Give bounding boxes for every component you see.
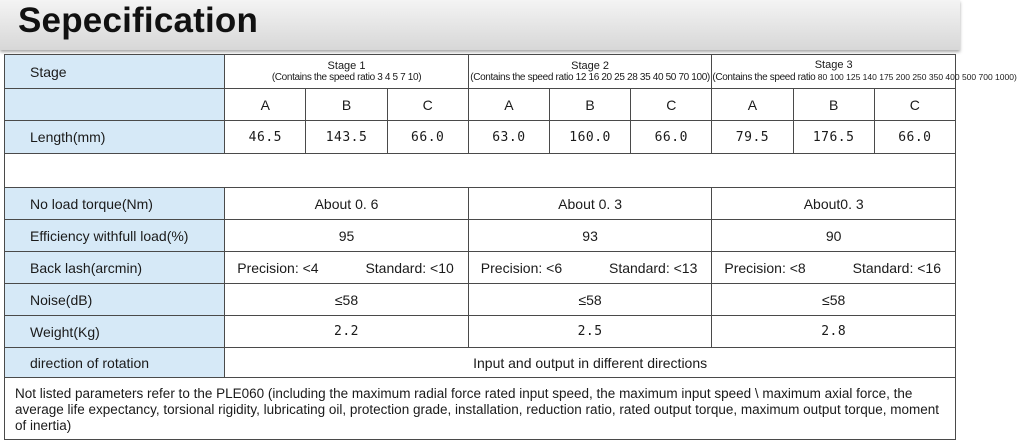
rotation-label: direction of rotation [5,348,225,378]
stage-2-ratios: (Contains the speed ratio 12 16 20 25 28 35 40 50 70 100) [470,71,710,83]
standard-label: Standard: [365,259,427,276]
dim-header: B [306,89,387,121]
precision-value: <8 [789,259,806,276]
stage-1-header [225,55,469,89]
weight-row [5,316,956,348]
rotation-value: Input and output in different directions [225,348,956,378]
notes-row [5,378,956,440]
rotation-row [5,348,956,378]
dim-header: A [468,89,549,121]
stage-3-title: Stage 3 [814,59,853,71]
dimension-label-empty [5,89,225,121]
precision-value: <4 [302,259,319,276]
dim-header: B [793,89,874,121]
stage-2-header [468,55,712,89]
efficiency-value: 90 [712,220,956,252]
blank-separator [5,154,956,188]
length-value: 143.5 [306,121,387,154]
length-value: 66.0 [874,121,955,154]
stage-3-header [712,55,1017,89]
standard-label: Standard: [852,259,914,276]
spacer-row [5,154,956,188]
noise-value: ≤58 [712,284,956,316]
length-value: 66.0 [631,121,712,154]
efficiency-value: 93 [468,220,712,252]
dim-header: C [631,89,712,121]
efficiency-label: Efficiency withfull load(%) [5,220,225,252]
precision-label: Precision: [237,259,299,276]
weight-value: 2.2 [225,316,469,348]
dim-header: A [225,89,306,121]
noise-label: Noise(dB) [5,284,225,316]
backlash-precision [481,260,562,276]
dim-header: B [549,89,630,121]
no-load-torque-label: No load torque(Nm) [5,188,225,220]
backlash-precision [237,260,318,276]
noise-row [5,284,956,316]
precision-label: Precision: [480,259,543,276]
no-load-torque-value: About0. 3 [712,188,956,220]
weight-value: 2.8 [712,316,956,348]
precision-label: Precision: [724,259,786,276]
efficiency-value: 95 [225,220,469,252]
length-value: 160.0 [549,121,630,154]
length-value: 63.0 [468,121,549,154]
stage-3-ratios-values: 80 100 125 140 175 200 250 350 400 500 700 1000) [817,72,1017,82]
weight-value: 2.5 [468,316,712,348]
length-value: 46.5 [225,121,306,154]
dim-header: A [712,89,793,121]
header-bar [0,0,960,50]
dimension-header-row [5,89,956,121]
stage-2-title: Stage 2 [571,59,610,72]
standard-value: <16 [917,259,941,276]
stage-row [5,55,956,89]
backlash-stage-1 [225,252,469,284]
backlash-row [5,252,956,284]
backlash-standard [365,260,453,276]
backlash-stage-3 [712,252,956,284]
length-value: 79.5 [712,121,793,154]
stage-label: Stage [5,55,225,89]
backlash-label: Back lash(arcmin) [5,252,225,284]
no-load-torque-value: About 0. 6 [225,188,469,220]
standard-label: Standard: [609,259,670,276]
stage-3-ratios [712,71,1017,84]
backlash-stage-2 [468,252,712,284]
backlash-standard [853,260,941,276]
noise-value: ≤58 [468,284,712,316]
notes-text: Not listed parameters refer to the PLE060 (including the maximum radial force rated input speed, the maximum input speed \ maximum axial force, the average life expectancy, torsional rigidity, lubricating oil, protection grade, installation, reduction ratio, rated output torque, maximum output torque, moment of inertia) [5,378,956,440]
stage-3-ratios-prefix: (Contains the speed ratio [712,72,816,83]
weight-label: Weight(Kg) [5,316,225,348]
stage-1-ratios: (Contains the speed ratio 3 4 5 7 10) [271,71,422,83]
standard-value: <10 [430,259,454,276]
stage-1-title: Stage 1 [327,59,366,72]
dim-header: C [874,89,955,121]
length-value: 176.5 [793,121,874,154]
length-row [5,121,956,154]
length-label: Length(mm) [5,121,225,154]
dim-header: C [387,89,468,121]
specification-table [4,54,1017,440]
no-load-torque-row [5,188,956,220]
backlash-precision [724,260,805,276]
no-load-torque-value: About 0. 3 [468,188,712,220]
precision-value: <6 [546,259,563,276]
efficiency-row [5,220,956,252]
noise-value: ≤58 [225,284,469,316]
length-value: 66.0 [387,121,468,154]
page-title: Sepecification [18,1,259,40]
backlash-standard [609,260,697,276]
standard-value: <13 [673,259,698,276]
